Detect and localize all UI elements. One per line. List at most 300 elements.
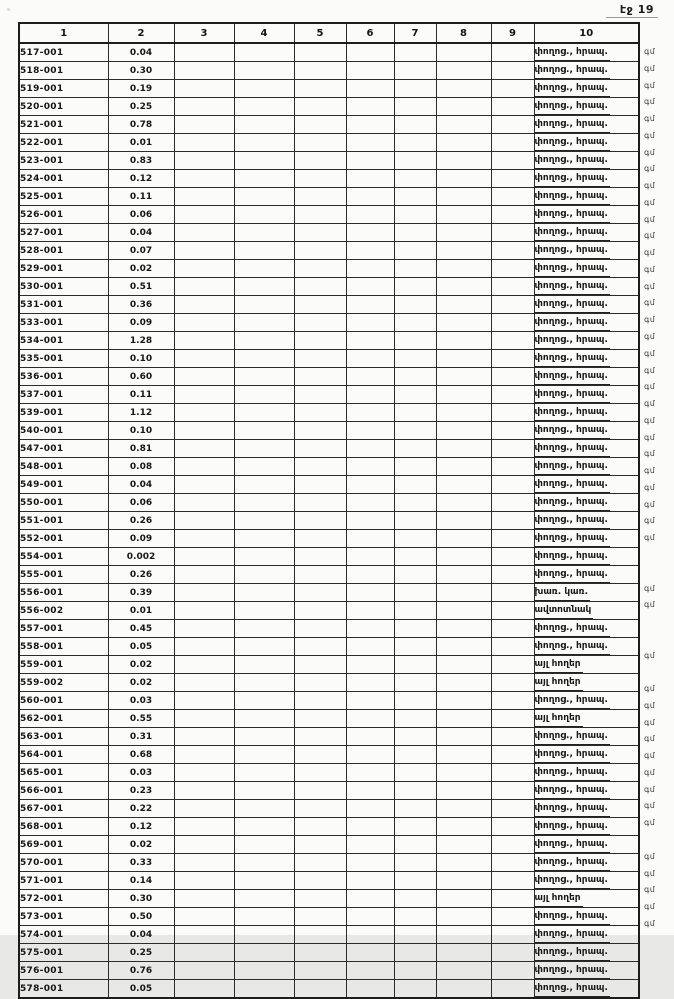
empty-cell — [234, 152, 294, 170]
empty-cell — [394, 152, 436, 170]
empty-cell — [174, 314, 234, 332]
margin-note-empty — [644, 613, 672, 630]
parcel-id-cell: 518-001 — [19, 62, 108, 80]
empty-cell — [491, 350, 534, 368]
land-use-text: փողոց., հրապ. — [535, 494, 610, 511]
empty-cell — [174, 440, 234, 458]
parcel-id-cell: 559-001 — [19, 656, 108, 674]
land-use-cell — [534, 584, 639, 602]
empty-cell — [294, 962, 346, 980]
empty-cell — [394, 368, 436, 386]
area-value-cell: 0.26 — [108, 566, 174, 584]
empty-cell — [174, 422, 234, 440]
empty-cell — [234, 206, 294, 224]
empty-cell — [174, 962, 234, 980]
margin-note-empty — [644, 663, 672, 680]
empty-cell — [394, 800, 436, 818]
empty-cell — [346, 98, 394, 116]
empty-cell — [346, 206, 394, 224]
table-row — [19, 458, 639, 476]
empty-cell — [294, 458, 346, 476]
land-use-text: փողոց., հրապ. — [535, 62, 610, 79]
empty-cell — [234, 620, 294, 638]
empty-cell — [394, 80, 436, 98]
column-header-6: 6 — [346, 23, 394, 43]
land-use-text: ավտոտնակ — [535, 602, 594, 619]
empty-cell — [294, 980, 346, 999]
empty-cell — [394, 224, 436, 242]
table-row — [19, 800, 639, 818]
empty-cell — [234, 710, 294, 728]
empty-cell — [394, 656, 436, 674]
empty-cell — [174, 476, 234, 494]
table-row — [19, 656, 639, 674]
empty-cell — [234, 692, 294, 710]
parcel-id-cell: 530-001 — [19, 278, 108, 296]
area-value-cell: 0.04 — [108, 476, 174, 494]
empty-cell — [346, 43, 394, 62]
table-row — [19, 620, 639, 638]
parcel-id-cell: 520-001 — [19, 98, 108, 116]
area-value-cell: 0.06 — [108, 206, 174, 224]
empty-cell — [436, 98, 491, 116]
empty-cell — [174, 836, 234, 854]
empty-cell — [174, 43, 234, 62]
empty-cell — [436, 710, 491, 728]
empty-cell — [436, 440, 491, 458]
table-row — [19, 314, 639, 332]
empty-cell — [394, 926, 436, 944]
empty-cell — [394, 296, 436, 314]
empty-cell — [436, 980, 491, 999]
empty-cell — [294, 386, 346, 404]
empty-cell — [436, 512, 491, 530]
empty-cell — [234, 602, 294, 620]
empty-cell — [491, 962, 534, 980]
empty-cell — [174, 692, 234, 710]
empty-cell — [346, 584, 394, 602]
empty-cell — [394, 242, 436, 260]
empty-cell — [174, 224, 234, 242]
empty-cell — [294, 566, 346, 584]
empty-cell — [436, 908, 491, 926]
table-row — [19, 710, 639, 728]
land-use-cell — [534, 242, 639, 260]
empty-cell — [346, 260, 394, 278]
empty-cell — [491, 692, 534, 710]
land-use-cell — [534, 944, 639, 962]
margin-note: գմ — [644, 734, 656, 744]
land-use-cell — [534, 512, 639, 530]
empty-cell — [436, 872, 491, 890]
land-use-text: փողոց., հրապ. — [535, 782, 610, 799]
empty-cell — [294, 692, 346, 710]
empty-cell — [234, 368, 294, 386]
parcel-id-cell: 558-001 — [19, 638, 108, 656]
area-value-cell: 0.76 — [108, 962, 174, 980]
margin-note: գմ — [644, 700, 656, 710]
land-use-cell — [534, 188, 639, 206]
empty-cell — [436, 692, 491, 710]
empty-cell — [346, 836, 394, 854]
empty-cell — [294, 800, 346, 818]
parcel-id-cell: 523-001 — [19, 152, 108, 170]
margin-note: գմ — [644, 449, 656, 459]
empty-cell — [174, 710, 234, 728]
area-value-cell: 0.02 — [108, 836, 174, 854]
empty-cell — [491, 206, 534, 224]
empty-cell — [234, 278, 294, 296]
land-use-cell — [534, 728, 639, 746]
land-use-cell — [534, 314, 639, 332]
empty-cell — [436, 278, 491, 296]
empty-cell — [294, 80, 346, 98]
land-use-cell — [534, 746, 639, 764]
empty-cell — [346, 134, 394, 152]
empty-cell — [234, 674, 294, 692]
empty-cell — [491, 152, 534, 170]
empty-cell — [436, 584, 491, 602]
land-use-cell — [534, 404, 639, 422]
land-use-text: փողոց., հրապ. — [535, 458, 610, 475]
table-row — [19, 638, 639, 656]
land-use-text: փողոց., հրապ. — [535, 530, 610, 547]
margin-note: գմ — [644, 784, 656, 794]
empty-cell — [346, 224, 394, 242]
empty-cell — [491, 674, 534, 692]
area-value-cell: 0.04 — [108, 43, 174, 62]
empty-cell — [394, 386, 436, 404]
empty-cell — [346, 962, 394, 980]
table-row — [19, 962, 639, 980]
margin-note: գմ — [644, 281, 656, 291]
empty-cell — [491, 764, 534, 782]
empty-cell — [234, 43, 294, 62]
land-use-text: փողոց., հրապ. — [535, 422, 610, 439]
empty-cell — [436, 314, 491, 332]
table-row — [19, 368, 639, 386]
empty-cell — [491, 602, 534, 620]
area-value-cell: 0.19 — [108, 80, 174, 98]
area-value-cell: 0.45 — [108, 620, 174, 638]
empty-cell — [294, 260, 346, 278]
table-row — [19, 43, 639, 62]
table-row — [19, 782, 639, 800]
empty-cell — [294, 296, 346, 314]
area-value-cell: 0.002 — [108, 548, 174, 566]
empty-cell — [174, 386, 234, 404]
empty-cell — [346, 332, 394, 350]
land-use-text: փողոց., հրապ. — [535, 908, 610, 925]
land-use-cell — [534, 116, 639, 134]
empty-cell — [346, 908, 394, 926]
empty-cell — [436, 944, 491, 962]
parcel-id-cell: 559-002 — [19, 674, 108, 692]
empty-cell — [346, 890, 394, 908]
empty-cell — [436, 890, 491, 908]
parcel-id-cell: 568-001 — [19, 818, 108, 836]
land-use-cell — [534, 152, 639, 170]
land-use-text: փողոց., հրապ. — [535, 242, 610, 259]
land-use-text: խառ. կառ. — [535, 584, 591, 601]
empty-cell — [294, 98, 346, 116]
table-row — [19, 494, 639, 512]
empty-cell — [294, 926, 346, 944]
area-value-cell: 1.12 — [108, 404, 174, 422]
empty-cell — [234, 530, 294, 548]
margin-note: գմ — [644, 684, 656, 694]
empty-cell — [394, 674, 436, 692]
parcel-id-cell: 549-001 — [19, 476, 108, 494]
land-use-cell — [534, 710, 639, 728]
empty-cell — [491, 746, 534, 764]
empty-cell — [234, 116, 294, 134]
empty-cell — [346, 458, 394, 476]
area-value-cell: 0.10 — [108, 422, 174, 440]
empty-cell — [346, 674, 394, 692]
parcel-id-cell: 525-001 — [19, 188, 108, 206]
empty-cell — [394, 692, 436, 710]
table-row — [19, 278, 639, 296]
empty-cell — [174, 620, 234, 638]
empty-cell — [174, 350, 234, 368]
empty-cell — [234, 746, 294, 764]
empty-cell — [346, 368, 394, 386]
empty-cell — [294, 944, 346, 962]
table-row — [19, 602, 639, 620]
margin-note: գմ — [644, 214, 656, 224]
parcel-id-cell: 575-001 — [19, 944, 108, 962]
empty-cell — [346, 494, 394, 512]
empty-cell — [174, 116, 234, 134]
margin-note: գմ — [644, 818, 656, 828]
empty-cell — [436, 548, 491, 566]
land-use-cell — [534, 98, 639, 116]
empty-cell — [174, 242, 234, 260]
empty-cell — [234, 134, 294, 152]
empty-cell — [294, 728, 346, 746]
empty-cell — [294, 332, 346, 350]
empty-cell — [491, 422, 534, 440]
land-use-cell — [534, 62, 639, 80]
area-value-cell: 0.25 — [108, 944, 174, 962]
parcel-id-cell: 578-001 — [19, 980, 108, 999]
empty-cell — [294, 530, 346, 548]
empty-cell — [234, 548, 294, 566]
empty-cell — [436, 926, 491, 944]
empty-cell — [394, 62, 436, 80]
empty-cell — [436, 368, 491, 386]
land-use-text: այլ հողեր — [535, 656, 583, 673]
empty-cell — [491, 854, 534, 872]
empty-cell — [436, 602, 491, 620]
empty-cell — [436, 242, 491, 260]
empty-cell — [234, 872, 294, 890]
empty-cell — [436, 224, 491, 242]
parcel-id-cell: 576-001 — [19, 962, 108, 980]
empty-cell — [234, 404, 294, 422]
land-use-cell — [534, 656, 639, 674]
empty-cell — [491, 908, 534, 926]
area-value-cell: 0.60 — [108, 368, 174, 386]
table-row — [19, 746, 639, 764]
parcel-id-cell: 548-001 — [19, 458, 108, 476]
land-use-text: այլ հողեր — [535, 890, 583, 907]
margin-note: գմ — [644, 298, 656, 308]
empty-cell — [174, 908, 234, 926]
empty-cell — [234, 584, 294, 602]
empty-cell — [394, 944, 436, 962]
page-number-label: էջ 19 — [606, 3, 658, 18]
empty-cell — [491, 656, 534, 674]
margin-note: գմ — [644, 466, 656, 476]
empty-cell — [436, 836, 491, 854]
empty-cell — [394, 584, 436, 602]
empty-cell — [234, 476, 294, 494]
empty-cell — [174, 674, 234, 692]
land-use-text: փողոց., հրապ. — [535, 692, 610, 709]
empty-cell — [234, 890, 294, 908]
table-row — [19, 170, 639, 188]
empty-cell — [491, 800, 534, 818]
empty-cell — [491, 188, 534, 206]
margin-note: գմ — [644, 399, 656, 409]
land-use-text: փողոց., հրապ. — [535, 548, 610, 565]
empty-cell — [346, 440, 394, 458]
empty-cell — [491, 386, 534, 404]
margin-note: գմ — [644, 767, 656, 777]
empty-cell — [294, 890, 346, 908]
area-value-cell: 0.05 — [108, 638, 174, 656]
empty-cell — [174, 332, 234, 350]
area-value-cell: 0.03 — [108, 764, 174, 782]
table-row — [19, 206, 639, 224]
column-header-4: 4 — [234, 23, 294, 43]
empty-cell — [394, 548, 436, 566]
land-use-cell — [534, 368, 639, 386]
empty-cell — [234, 350, 294, 368]
area-value-cell: 0.23 — [108, 782, 174, 800]
land-use-text: փողոց., հրապ. — [535, 620, 610, 637]
table-row — [19, 350, 639, 368]
margin-note: գմ — [644, 264, 656, 274]
empty-cell — [394, 404, 436, 422]
land-use-cell — [534, 224, 639, 242]
empty-cell — [436, 638, 491, 656]
land-use-cell — [534, 620, 639, 638]
land-use-cell — [534, 764, 639, 782]
margin-note: գմ — [644, 80, 656, 90]
empty-cell — [394, 764, 436, 782]
empty-cell — [491, 530, 534, 548]
empty-cell — [436, 386, 491, 404]
table-row — [19, 818, 639, 836]
empty-cell — [234, 260, 294, 278]
empty-cell — [436, 656, 491, 674]
empty-cell — [234, 926, 294, 944]
empty-cell — [394, 440, 436, 458]
empty-cell — [174, 170, 234, 188]
empty-cell — [394, 116, 436, 134]
land-use-text: փողոց., հրապ. — [535, 80, 610, 97]
empty-cell — [436, 206, 491, 224]
parcel-id-cell: 562-001 — [19, 710, 108, 728]
area-value-cell: 0.78 — [108, 116, 174, 134]
empty-cell — [436, 350, 491, 368]
land-use-cell — [534, 458, 639, 476]
land-use-cell — [534, 332, 639, 350]
table-row — [19, 134, 639, 152]
margin-note-empty — [644, 546, 672, 563]
empty-cell — [174, 566, 234, 584]
land-use-text: փողոց., հրապ. — [535, 386, 610, 403]
empty-cell — [346, 512, 394, 530]
parcel-id-cell: 556-001 — [19, 584, 108, 602]
empty-cell — [394, 638, 436, 656]
table-row — [19, 764, 639, 782]
empty-cell — [394, 314, 436, 332]
land-use-cell — [534, 170, 639, 188]
parcel-id-cell: 571-001 — [19, 872, 108, 890]
empty-cell — [346, 170, 394, 188]
empty-cell — [294, 188, 346, 206]
empty-cell — [294, 116, 346, 134]
area-value-cell: 0.06 — [108, 494, 174, 512]
parcel-id-cell: 529-001 — [19, 260, 108, 278]
empty-cell — [294, 242, 346, 260]
area-value-cell: 0.22 — [108, 800, 174, 818]
empty-cell — [491, 404, 534, 422]
empty-cell — [234, 242, 294, 260]
empty-cell — [346, 296, 394, 314]
area-value-cell: 0.01 — [108, 602, 174, 620]
table-row — [19, 386, 639, 404]
parcel-id-cell: 574-001 — [19, 926, 108, 944]
empty-cell — [234, 854, 294, 872]
land-use-text: փողոց., հրապ. — [535, 224, 610, 241]
margin-notes-column — [644, 43, 672, 932]
table-body — [19, 43, 639, 998]
margin-note: գմ — [644, 248, 656, 258]
empty-cell — [234, 440, 294, 458]
cadastre-table — [18, 22, 640, 999]
empty-cell — [174, 458, 234, 476]
parcel-id-cell: 570-001 — [19, 854, 108, 872]
column-header-7: 7 — [394, 23, 436, 43]
empty-cell — [174, 512, 234, 530]
land-use-text: փողոց., հրապ. — [535, 260, 610, 277]
empty-cell — [174, 260, 234, 278]
area-value-cell: 0.12 — [108, 170, 174, 188]
parcel-id-cell: 569-001 — [19, 836, 108, 854]
area-value-cell: 0.09 — [108, 530, 174, 548]
margin-note: գմ — [644, 482, 656, 492]
area-value-cell: 0.11 — [108, 188, 174, 206]
empty-cell — [234, 296, 294, 314]
column-header-3: 3 — [174, 23, 234, 43]
empty-cell — [174, 656, 234, 674]
empty-cell — [394, 728, 436, 746]
empty-cell — [294, 836, 346, 854]
empty-cell — [346, 764, 394, 782]
column-header-8: 8 — [436, 23, 491, 43]
area-value-cell: 0.25 — [108, 98, 174, 116]
empty-cell — [436, 818, 491, 836]
land-use-cell — [534, 854, 639, 872]
empty-cell — [346, 278, 394, 296]
empty-cell — [294, 710, 346, 728]
empty-cell — [294, 62, 346, 80]
